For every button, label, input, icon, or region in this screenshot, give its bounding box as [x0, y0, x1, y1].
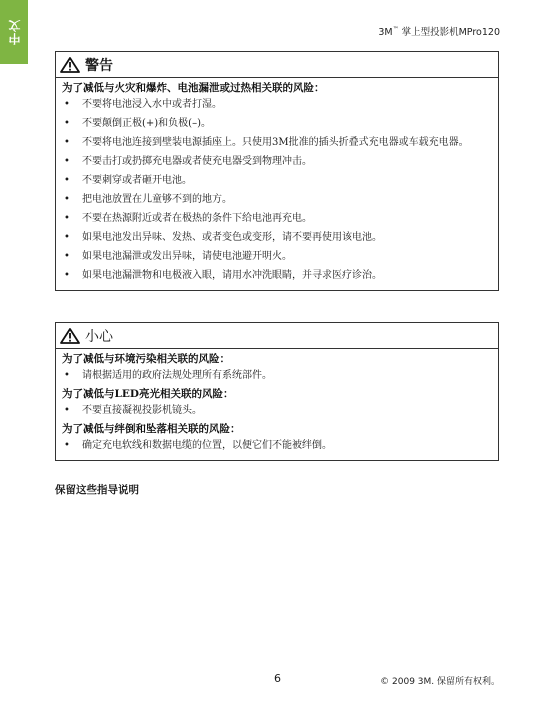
- caution-subheading-environment: 为了减低与环境污染相关联的风险：: [62, 353, 230, 365]
- caution-list-led: [62, 402, 492, 419]
- page-header-title: [378, 24, 500, 38]
- warning-body: [56, 78, 498, 290]
- language-tab: [0, 0, 28, 64]
- list-item: • 确定充电软线和数据电缆的位置，以便它们不能被绊倒。: [62, 437, 492, 454]
- warning-header: [56, 52, 498, 78]
- list-item: • 请根据适用的政府法规处理所有系统部件。: [62, 367, 492, 384]
- list-item: • 如果电池发出异味、发热、或者变色或变形，请不要再使用该电池。: [62, 229, 492, 246]
- list-item: • 如果电池漏泄或发出异味，请使电池避开明火。: [62, 248, 492, 265]
- copyright-notice: © 2009 3M. 保留所有权利。: [380, 677, 500, 687]
- warning-heading: 警告: [85, 57, 113, 74]
- list-item: • 不要击打或扔掷充电器或者使充电器受到物理冲击。: [62, 153, 492, 170]
- list-item: • 不要在热源附近或者在极热的条件下给电池再充电。: [62, 210, 492, 227]
- language-tab-label: 中文: [7, 19, 22, 45]
- warning-triangle-icon: [60, 328, 80, 344]
- caution-box: [55, 322, 499, 461]
- list-item: • 不要将电池浸入水中或者打湿。: [62, 96, 492, 113]
- caution-body: [56, 349, 498, 460]
- caution-header: [56, 323, 498, 349]
- list-item: • 不要直接凝视投影机镜头。: [62, 402, 492, 419]
- warning-triangle-icon: [60, 57, 80, 73]
- warning-list: [62, 96, 492, 284]
- list-item: • 如果电池漏泄物和电极液入眼，请用水冲洗眼睛，并寻求医疗诊治。: [62, 267, 492, 284]
- caution-list-trip: [62, 437, 492, 454]
- caution-heading: 小心: [85, 328, 113, 345]
- warning-box: [55, 51, 499, 291]
- caution-subheading-led: 为了减低与LED亮光相关联的风险：: [62, 388, 234, 400]
- list-item: • 不要刺穿或者砸开电池。: [62, 172, 492, 189]
- page-number: 6: [274, 672, 281, 685]
- header-brand: 3M: [378, 27, 393, 38]
- trademark-symbol: ™: [392, 25, 399, 33]
- warning-subheading: 为了减低与火灾和爆炸、电池漏泄或过热相关联的风险：: [62, 82, 325, 94]
- list-item: • 不要颠倒正极(+)和负极(–)。: [62, 115, 492, 132]
- list-item: • 不要将电池连接到壁装电源插座上。只使用3M批准的插头折叠式充电器或车载充电器。: [62, 134, 492, 151]
- caution-subheading-trip: 为了减低与绊倒和坠落相关联的风险：: [62, 423, 241, 435]
- caution-list-environment: [62, 367, 492, 384]
- header-product: 掌上型投影机MPro120: [398, 27, 500, 38]
- list-item: • 把电池放置在儿童够不到的地方。: [62, 191, 492, 208]
- save-instructions-note: 保留这些指导说明: [55, 484, 139, 496]
